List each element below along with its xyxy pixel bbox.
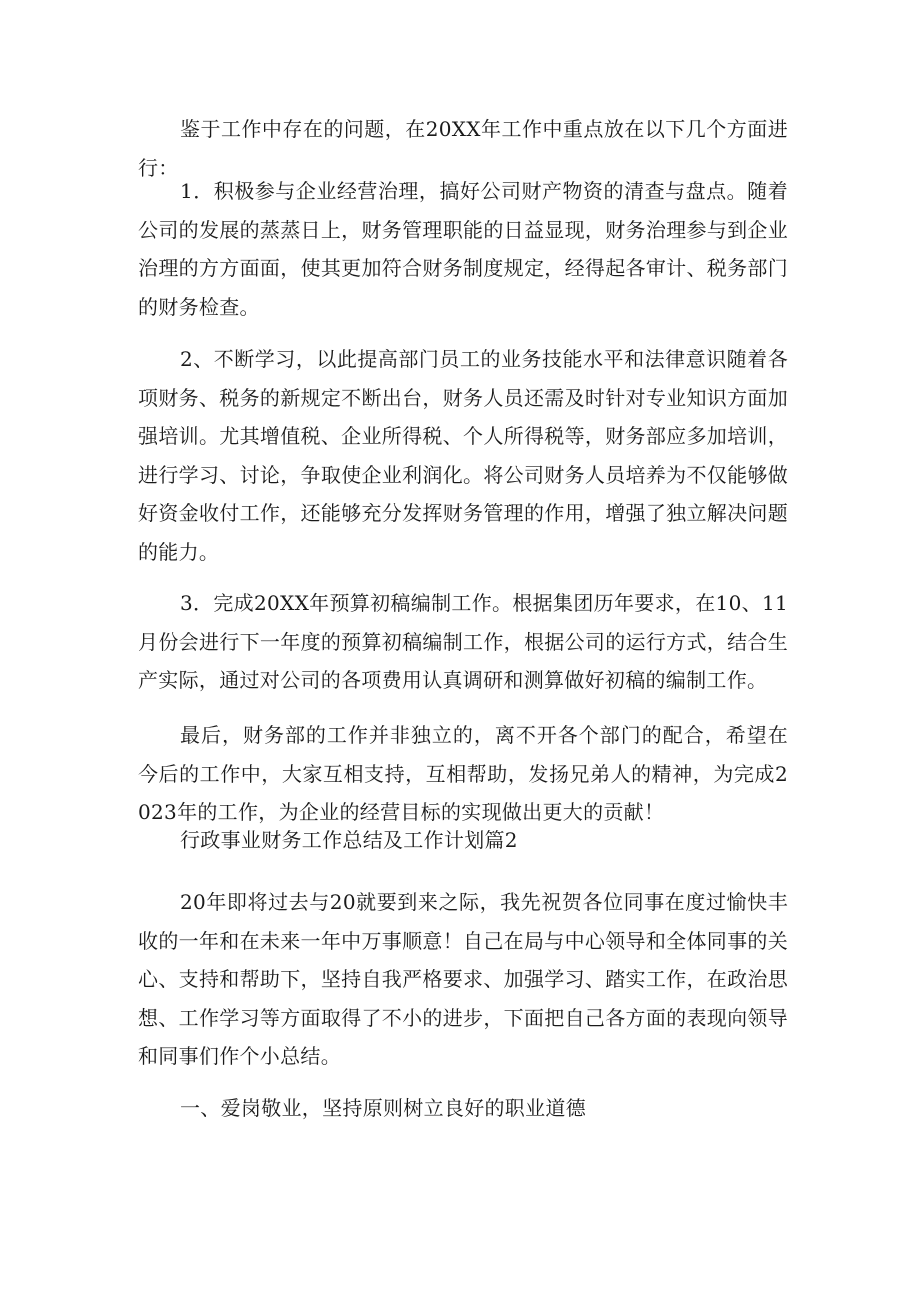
paragraph-item-3: 3．完成20XX年预算初稿编制工作。根据集团历年要求，在10、11月份会进行下一年度的预算初稿编制工作，根据公司的运行方式，结合生产实际，通过对公司的各项费用认真调研和测算做好初稿的编制工作。 [138, 591, 788, 692]
paragraph-closing: 最后，财务部的工作并非独立的，离不开各个部门的配合，希望在今后的工作中，大家互相支持，互相帮助，发扬兄弟人的精神，为完成2023年的工作，为企业的经营目标的实现做出更大的贡献！ [138, 723, 788, 824]
paragraph-intro: 鉴于工作中存在的问题，在20XX年工作中重点放在以下几个方面进行： [138, 117, 788, 180]
paragraph-item-2: 2、不断学习，以此提高部门员工的业务技能水平和法律意识随着各项财务、税务的新规定不断出台，财务人员还需及时针对专业知识方面加强培训。尤其增值税、企业所得税、个人所得税等，财务部应多加培训，进行学习、讨论，争取使企业利润化。将公司财务人员培养为不仅能够做好资金收付工作，还能够充分发挥财务管理的作用，增强了独立解决问题的能力。 [138, 347, 788, 564]
paragraph-section2-heading-1: 一、爱岗敬业，坚持原则树立良好的职业道德 [180, 1096, 586, 1120]
section-title: 行政事业财务工作总结及工作计划篇2 [180, 828, 518, 852]
paragraph-item-1: 1．积极参与企业经营治理，搞好公司财产物资的清查与盘点。随着公司的发展的蒸蒸日上，财务管理职能的日益显现，财务治理参与到企业治理的方方面面，使其更加符合财务制度规定，经得起各审计、税务部门的财务检查。 [138, 179, 788, 319]
paragraph-section2-intro: 20年即将过去与20就要到来之际，我先祝贺各位同事在度过愉快丰收的一年和在未来一年中万事顺意！自己在局与中心领导和全体同事的关心、支持和帮助下，坚持自我严格要求、加强学习、踏实工作，在政治思想、工作学习等方面取得了不小的进步，下面把自己各方面的表现向领导和同事们作个小总结。 [138, 890, 788, 1068]
